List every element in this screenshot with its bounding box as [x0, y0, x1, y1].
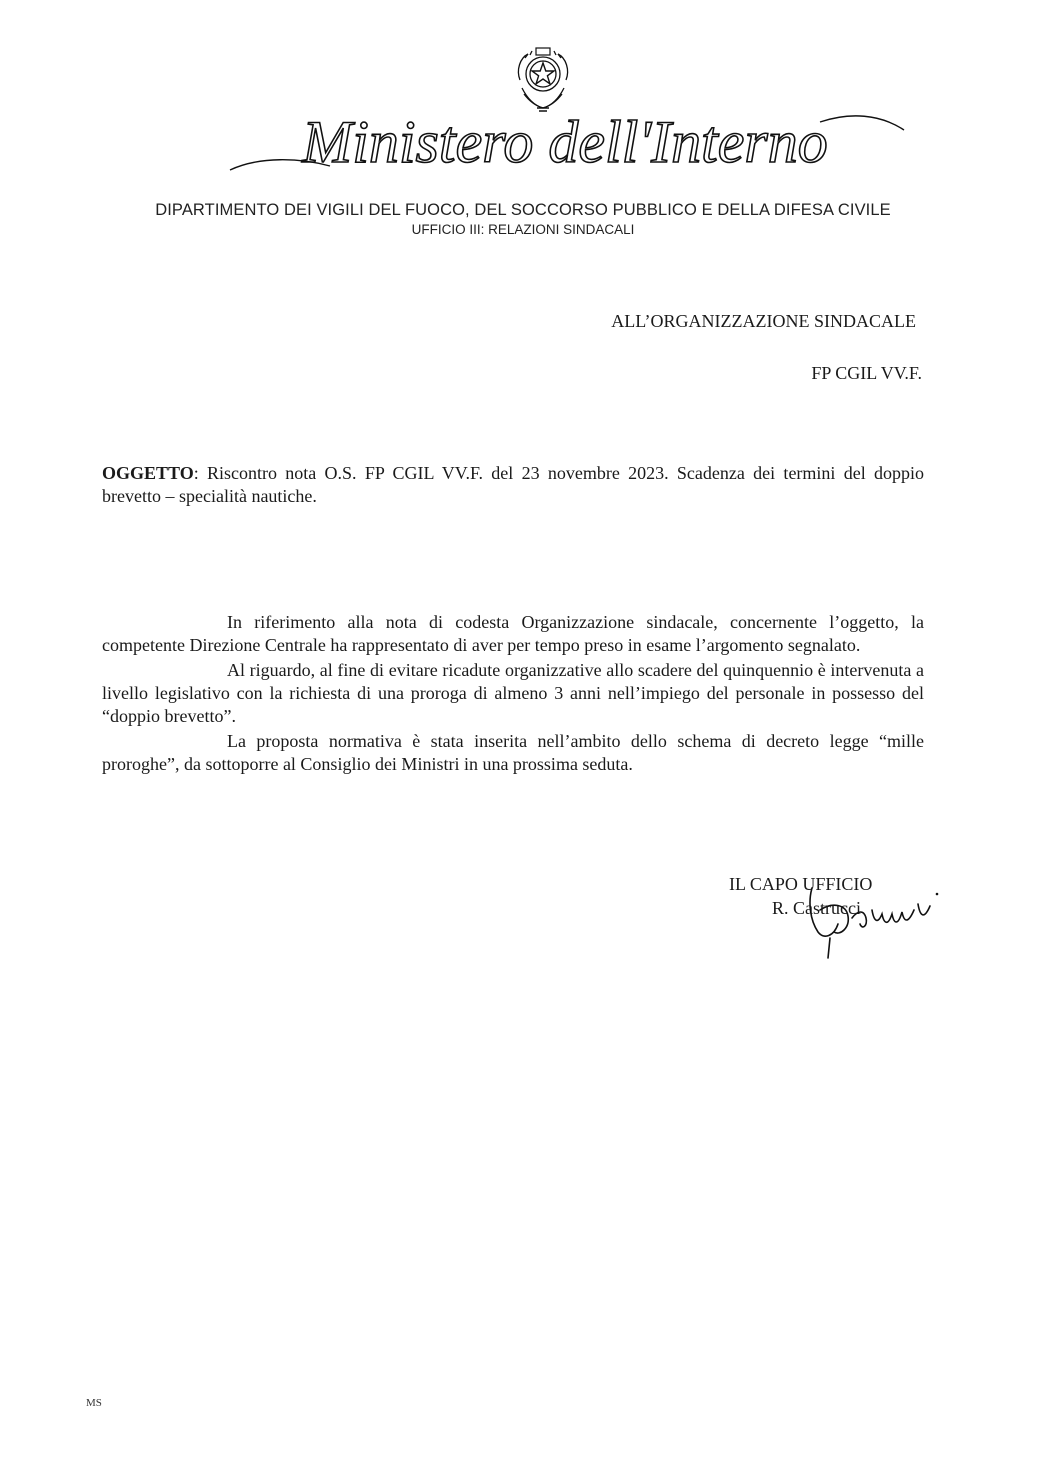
- recipient-union: FP CGIL VV.F.: [811, 363, 922, 383]
- subject-label: OGGETTO: [102, 463, 194, 483]
- letter-body: [102, 611, 924, 778]
- ministry-logo: [220, 100, 910, 186]
- recipient-organization: ALL’ORGANIZZAZIONE SINDACALE: [611, 311, 916, 331]
- handwritten-signature-icon: [790, 880, 940, 960]
- body-paragraph: La proposta normativa è stata inserita nell’ambito dello schema di decreto legge “mille proroghe”, da sottoporre al Consiglio dei Ministri in una prossima seduta.: [102, 731, 924, 774]
- subject-block: [102, 462, 924, 508]
- subject-text: : Riscontro nota O.S. FP CGIL VV.F. del 23 novembre 2023. Scadenza dei termini del doppio brevetto – specialità nautiche.: [102, 463, 924, 506]
- office-heading: UFFICIO III: RELAZIONI SINDACALI: [411, 222, 635, 237]
- ministry-name: Ministero dell'Interno: [302, 109, 828, 175]
- footer-initials: MS: [86, 1397, 102, 1409]
- department-heading: DIPARTIMENTO DEI VIGILI DEL FUOCO, DEL SOCCORSO PUBBLICO E DELLA DIFESA CIVILE: [155, 201, 891, 219]
- body-paragraph: Al riguardo, al fine di evitare ricadute organizzative allo scadere del quinquennio è intervenuta a livello legislativo con la richiesta di una proroga di almeno 3 anni nell’impiego del personale in possesso del “doppio brevetto”.: [102, 660, 924, 726]
- body-paragraph: In riferimento alla nota di codesta Organizzazione sindacale, concernente l’oggetto, la competente Direzione Centrale ha rappresentato di aver per tempo preso in esame l’argomento segnalato.: [102, 612, 924, 655]
- signatory-name: R. Castrucci: [772, 898, 861, 918]
- signatory-title: IL CAPO UFFICIO: [729, 874, 873, 894]
